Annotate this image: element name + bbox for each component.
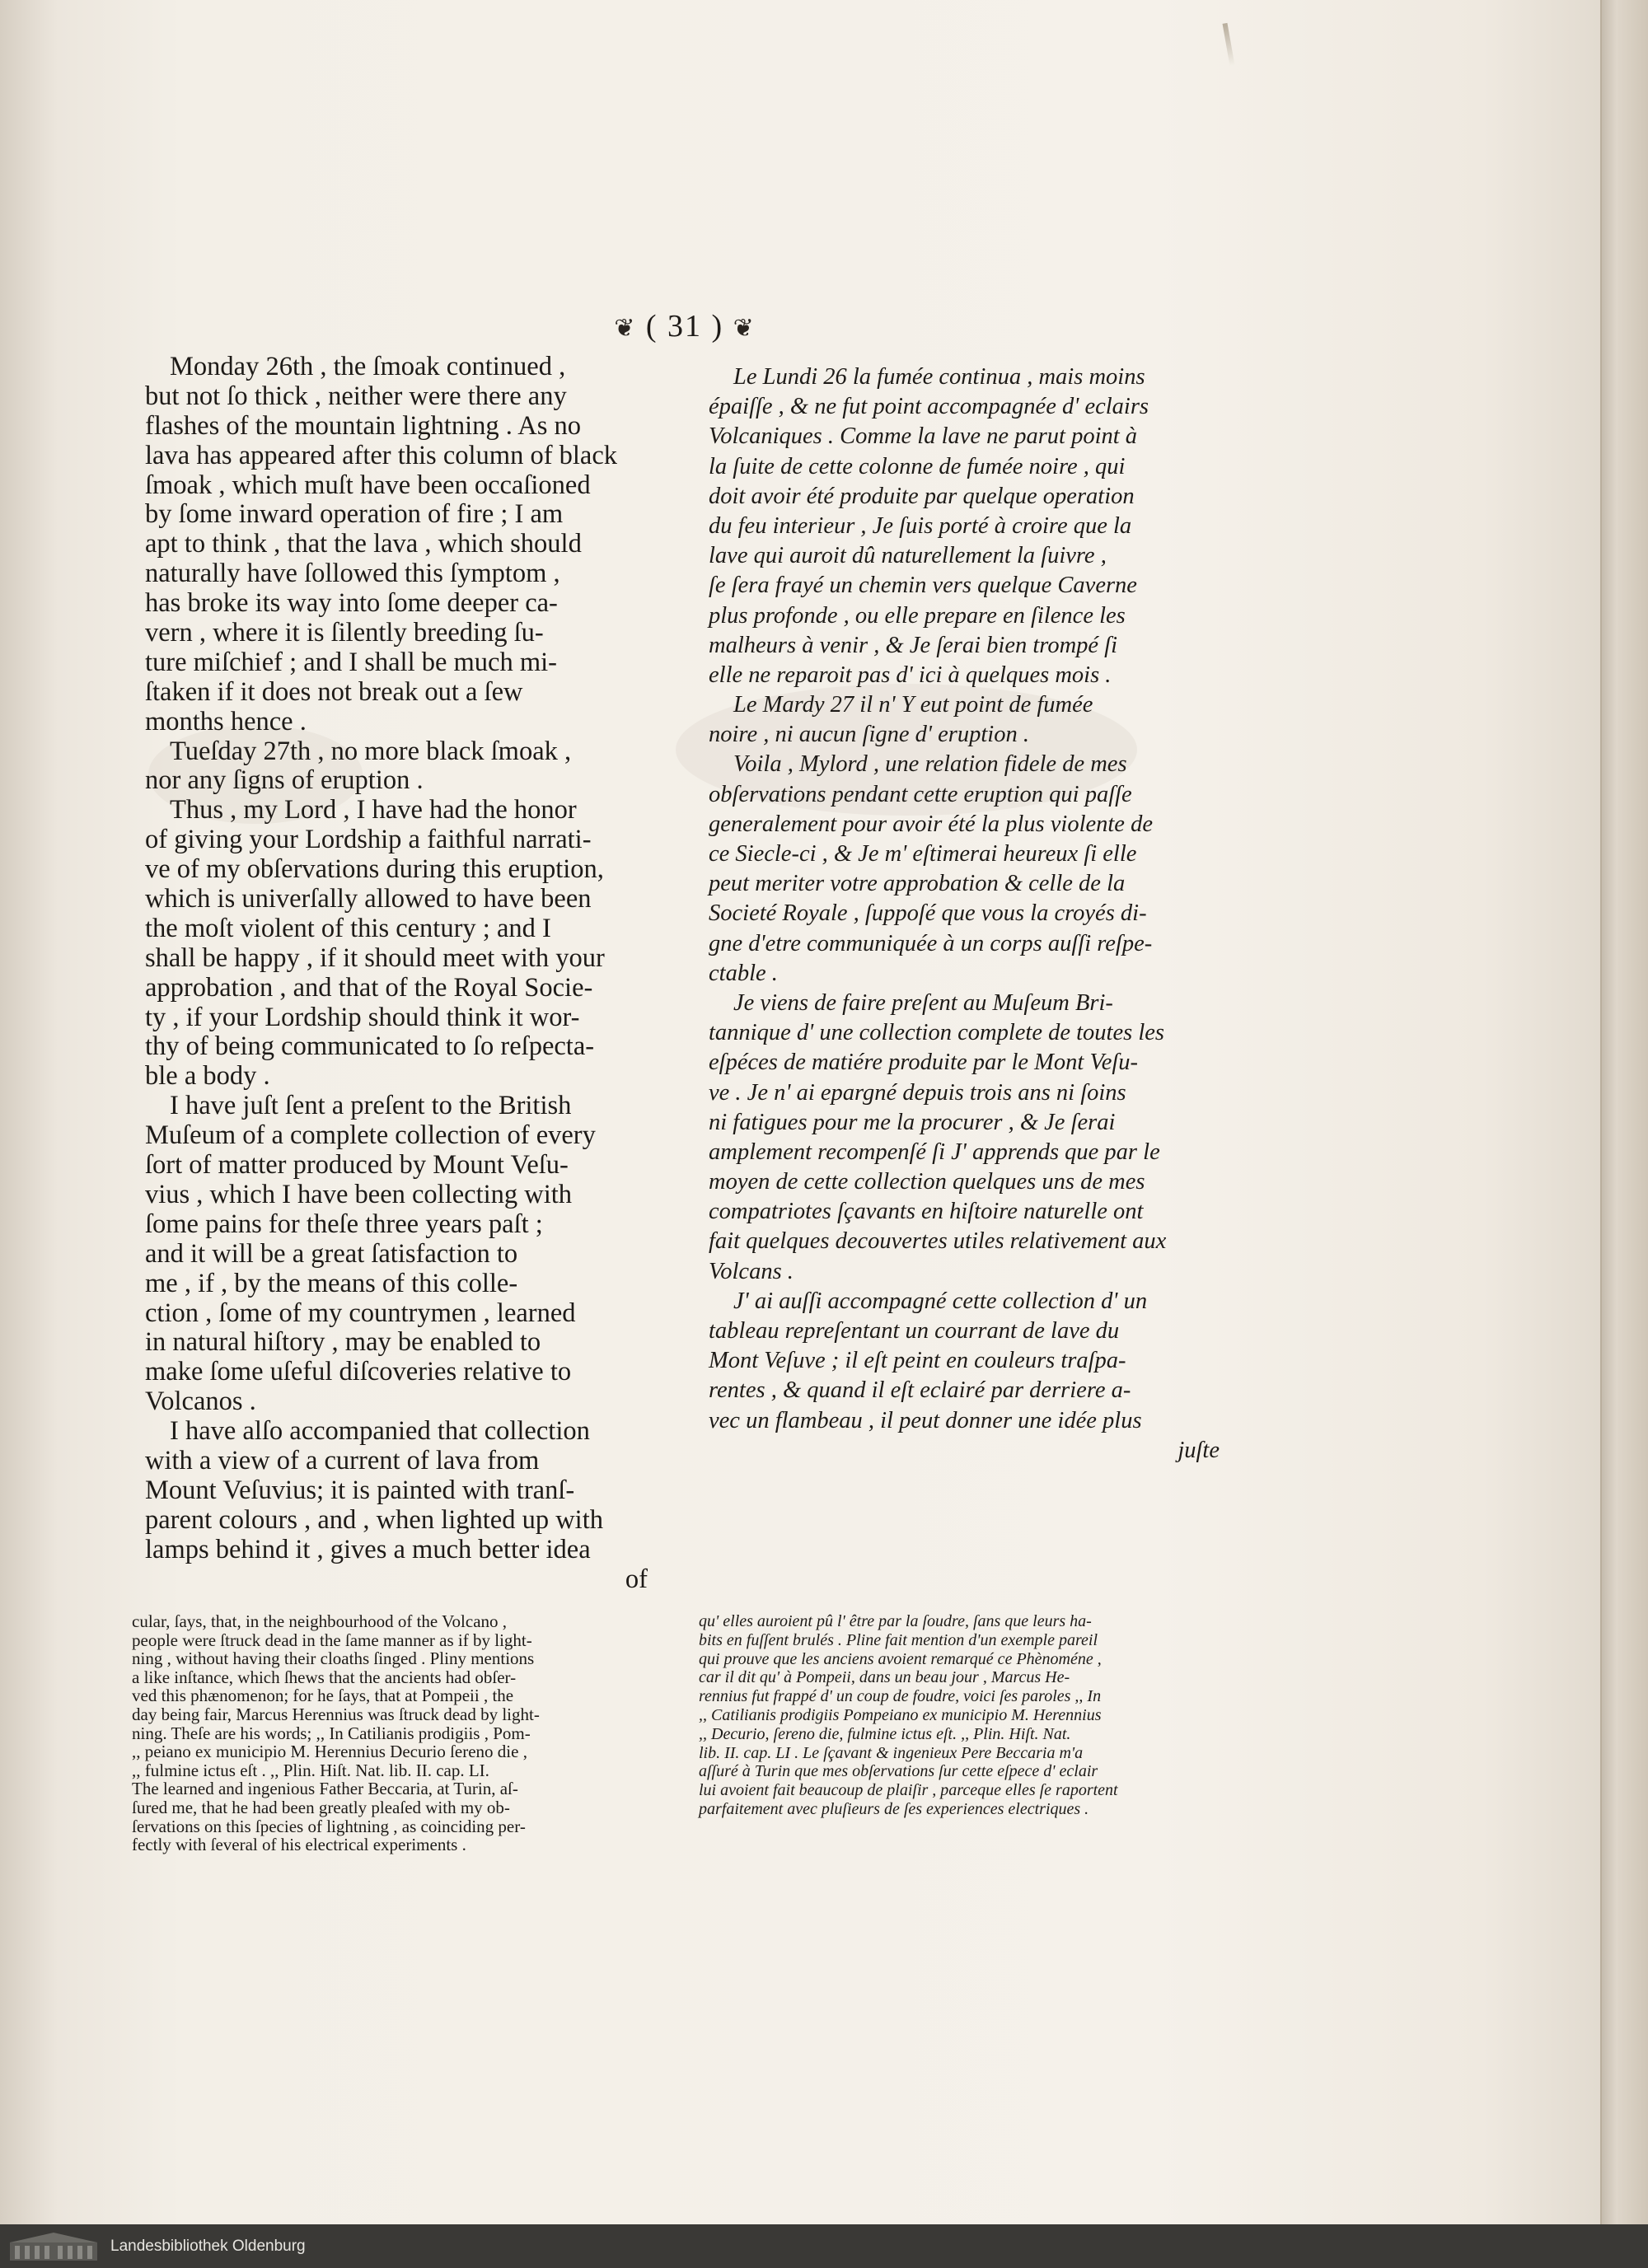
text-line: ſort of matter produced by Mount Veſu- bbox=[145, 1150, 569, 1181]
text-line: nor any ſigns of eruption . bbox=[145, 765, 424, 796]
text-line: Monday 26th , the ſmoak continued , bbox=[170, 352, 566, 381]
text-line: lava has appeared after this column of black bbox=[145, 440, 618, 470]
text-line: fectly with ſeveral of his electrical experiments . bbox=[132, 1835, 466, 1855]
text-line: day being fair, Marcus Herennius was ſtruck dead by light- bbox=[132, 1704, 540, 1724]
text-line: ſmoak , which muſt have been occaſioned bbox=[145, 470, 591, 500]
text-line: ,, fulmine ictus eſt . ,, Plin. Hiſt. Nat. lib. II. cap. LI. bbox=[132, 1760, 489, 1780]
page-number: ( 31 ) bbox=[645, 309, 724, 344]
text-line: The learned and ingenious Father Beccaria, at Turin, aſ- bbox=[132, 1779, 518, 1799]
text-line: naturally have ſollowed this ſymptom , bbox=[145, 559, 560, 589]
text-line: qui prouve que les anciens avoient remarqué ce Phènoméne , bbox=[699, 1649, 1102, 1668]
text-line: make ſome uſeful diſcoveries relative to bbox=[145, 1357, 572, 1387]
text-line: aſſuré à Turin que mes obſervations ſur cette eſpece d' eclair bbox=[699, 1762, 1098, 1781]
text-line: Muſeum of a complete collection of every bbox=[145, 1120, 596, 1151]
right-ornament-icon: ❦ bbox=[733, 315, 756, 342]
text-line: la ſuite de cette colonne de fumée noire , qui bbox=[709, 453, 1126, 479]
text-line: du feu interieur , Je ſuis porté à croire que la bbox=[709, 512, 1132, 539]
text-line: ſome pains for theſe three years paſt ; bbox=[145, 1209, 543, 1239]
paper-crease bbox=[1223, 23, 1235, 66]
text-line: ble a body . bbox=[145, 1061, 270, 1092]
text-line: Je viens de faire preſent au Muſeum Bri- bbox=[733, 989, 1113, 1016]
text-line: noire , ni aucun ſigne d' eruption . bbox=[709, 722, 1029, 748]
text-line: but not ſo thick , neither were there any bbox=[145, 381, 567, 411]
text-line: bits en fuſſent brulés . Pline fait mention d'un exemple pareil bbox=[699, 1630, 1098, 1649]
text-line: lui avoient fait beaucoup de plaiſir , parceque elles ſe raportent bbox=[699, 1781, 1118, 1800]
text-line: Le Mardy 27 il n' Y eut point de fumée bbox=[733, 692, 1093, 718]
text-line: tannique d' une collection complete de toutes les bbox=[709, 1020, 1164, 1046]
text-line: parent colours , and , when lighted up with bbox=[145, 1504, 603, 1535]
text-line: fait quelques decouvertes utiles relativement aux bbox=[709, 1228, 1167, 1255]
text-line: amplement recompenſé ſi J' apprends que par le bbox=[709, 1139, 1160, 1165]
text-line: people were ſtruck dead in the ſame manner as if by light- bbox=[132, 1630, 532, 1650]
text-line: Volcanos . bbox=[145, 1387, 256, 1417]
text-line: vern , where it is ſilently breeding ſu- bbox=[145, 618, 544, 648]
text-line: approbation , and that of the Royal Socie- bbox=[145, 972, 593, 1003]
text-line: thy of being communicated to ſo reſpecta- bbox=[145, 1031, 595, 1062]
text-line: which is univerſally allowed to have been bbox=[145, 884, 592, 914]
text-line: Volcans . bbox=[709, 1258, 794, 1284]
text-line: ,, Catilianis prodigiis Pompeiano ex municipio M. Herennius bbox=[699, 1705, 1102, 1724]
text-line: peut meriter votre approbation & celle de la bbox=[709, 871, 1126, 897]
text-line: flashes of the mountain lightning . As no bbox=[145, 410, 581, 441]
text-line: months hence . bbox=[145, 706, 307, 737]
text-line: generalement pour avoir été la plus violente de bbox=[709, 811, 1153, 837]
english-main-column bbox=[145, 353, 648, 1594]
text-line: of giving your Lordship a faithful narrati- bbox=[145, 825, 592, 855]
text-line: Voila , Mylord , une relation fidele de mes bbox=[733, 751, 1127, 778]
text-line: I have juſt ſent a preſent to the British bbox=[170, 1091, 572, 1121]
text-line: Volcaniques . Comme la lave ne parut point à bbox=[709, 423, 1138, 450]
text-line: épaiſſe , & ne fut point accompagnée d' eclairs bbox=[709, 394, 1149, 420]
text-line: has broke its way into ſome deeper ca- bbox=[145, 588, 558, 619]
text-line: ,, Decurio, ſereno die, fulmine ictus eſt. ,, Plin. Hiſt. Nat. bbox=[699, 1724, 1071, 1743]
left-ornament-icon: ❦ bbox=[614, 315, 637, 342]
text-line: ction , ſome of my countrymen , learned bbox=[145, 1298, 576, 1328]
text-line: and it will be a great ſatisfaction to bbox=[145, 1238, 518, 1269]
text-line: eſpéces de matiére produite par le Mont Veſu- bbox=[709, 1050, 1139, 1076]
text-line: gne d'etre communiquée à un corps auſſi reſpe- bbox=[709, 930, 1153, 956]
text-line: Mount Veſuvius; it is painted with tranſ- bbox=[145, 1475, 575, 1505]
page-edge bbox=[1600, 0, 1648, 2224]
text-line: Le Lundi 26 la fumée continua , mais moins bbox=[733, 364, 1145, 390]
text-line: ce Siecle-ci , & Je m' eſtimerai heureux ſi elle bbox=[709, 841, 1137, 867]
text-line: lib. II. cap. LI . Le ſçavant & ingenieux Pere Beccaria m'a bbox=[699, 1743, 1084, 1762]
text-line: the moſt violent of this century ; and I bbox=[145, 913, 551, 943]
library-name: Landesbibliothek Oldenburg bbox=[110, 2237, 306, 2255]
text-line: juſte bbox=[1177, 1437, 1220, 1463]
text-line: shall be happy , if it should meet with your bbox=[145, 942, 605, 973]
text-line: vec un flambeau , il peut donner une idée plus bbox=[709, 1407, 1142, 1433]
text-line: lamps behind it , gives a much better idea bbox=[145, 1534, 591, 1564]
text-line: ni fatigues pour me la procurer , & Je ſerai bbox=[709, 1109, 1116, 1135]
text-line: elle ne reparoit pas d' ici à quelques mois . bbox=[709, 662, 1112, 688]
text-line: ved this phænomenon; for he ſays, that at Pompeii , the bbox=[132, 1686, 514, 1706]
text-line: Thus , my Lord , I have had the honor bbox=[170, 795, 577, 825]
text-line: compatriotes ſçavants en hiſtoire naturelle ont bbox=[709, 1199, 1144, 1225]
library-building-icon bbox=[8, 2231, 99, 2262]
text-line: cular, ſays, that, in the neighbourhood of the Volcano , bbox=[132, 1611, 508, 1631]
text-line: J' ai auſſi accompagné cette collection d' un bbox=[733, 1288, 1148, 1314]
text-line: malheurs à venir , & Je ſerai bien trompé ſi bbox=[709, 632, 1118, 658]
text-line: ctable . bbox=[709, 960, 778, 986]
text-line: ,, peiano ex municipio M. Herennius Decurio ſereno die , bbox=[132, 1742, 527, 1762]
text-line: ning. Theſe are his words; ,, In Catilianis prodigiis , Pom- bbox=[132, 1723, 531, 1743]
text-line: ſervations on this ſpecies of lightning , as coinciding per- bbox=[132, 1816, 526, 1836]
text-line: by ſome inward operation of fire ; I am bbox=[145, 499, 564, 530]
text-line: with a view of a current of lava from bbox=[145, 1445, 540, 1475]
text-line: ve . Je n' ai epargné depuis trois ans ni ſoins bbox=[709, 1079, 1126, 1106]
text-line: me , if , by the means of this colle- bbox=[145, 1268, 518, 1298]
text-line: qu' elles auroient pû l' être par la ſoudre, ſans que leurs ha- bbox=[699, 1612, 1092, 1630]
text-line: of bbox=[625, 1564, 648, 1594]
page-number-header bbox=[598, 308, 771, 344]
text-line: ſured me, that he had been greatly pleaſed with my ob- bbox=[132, 1797, 510, 1817]
text-line: car il dit qu' à Pompeii, dans un beau jour , Marcus He- bbox=[699, 1668, 1070, 1687]
text-line: tableau repreſentant un courrant de lave du bbox=[709, 1318, 1120, 1344]
text-line: apt to think , that the lava , which should bbox=[145, 529, 582, 559]
text-line: Societé Royale , ſuppoſé que vous la croyés di- bbox=[709, 900, 1147, 927]
footer-bar bbox=[0, 2224, 1648, 2268]
text-line: plus profonde , ou elle prepare en ſilence les bbox=[709, 602, 1126, 629]
text-line: moyen de cette collection quelques uns de mes bbox=[709, 1169, 1145, 1195]
text-line: doit avoir été produite par quelque operation bbox=[709, 483, 1135, 509]
french-footnote bbox=[699, 1612, 1218, 1819]
text-line: ture miſchief ; and I shall be much mi- bbox=[145, 647, 557, 677]
text-line: ve of my obſervations during this eruption, bbox=[145, 854, 604, 885]
text-line: obſervations pendant cette eruption qui paſſe bbox=[709, 781, 1132, 807]
text-line: lave qui auroit dû naturellement la ſuivre , bbox=[709, 543, 1107, 569]
text-line: Tueſday 27th , no more black ſmoak , bbox=[170, 736, 572, 766]
text-line: parfaitement avec pluſieurs de ſes experiences electriques . bbox=[699, 1799, 1089, 1818]
text-line: a like inſtance, which ſhews that the ancients had obſer- bbox=[132, 1667, 517, 1687]
text-line: Mont Veſuve ; il eſt peint en couleurs traſpa- bbox=[709, 1348, 1126, 1374]
text-line: in natural hiſtory , may be enabled to bbox=[145, 1327, 541, 1358]
english-footnote bbox=[132, 1612, 659, 1854]
text-line: I have alſo accompanied that collection bbox=[170, 1416, 590, 1447]
text-line: vius , which I have been collecting with bbox=[145, 1179, 573, 1209]
text-line: ſe ſera frayé un chemin vers quelque Caverne bbox=[709, 573, 1137, 599]
french-main-column bbox=[709, 362, 1220, 1466]
text-line: rennius fut frappé d' un coup de foudre, voici ſes paroles ,, In bbox=[699, 1687, 1102, 1706]
text-line: ſtaken if it does not break out a ſew bbox=[145, 676, 523, 707]
text-line: ning , without having their cloaths ſinged . Pliny mentions bbox=[132, 1648, 535, 1669]
text-line: rentes , & quand il eſt eclairé par derriere a- bbox=[709, 1377, 1131, 1404]
text-line: ty , if your Lordship should think it wor- bbox=[145, 1002, 580, 1032]
